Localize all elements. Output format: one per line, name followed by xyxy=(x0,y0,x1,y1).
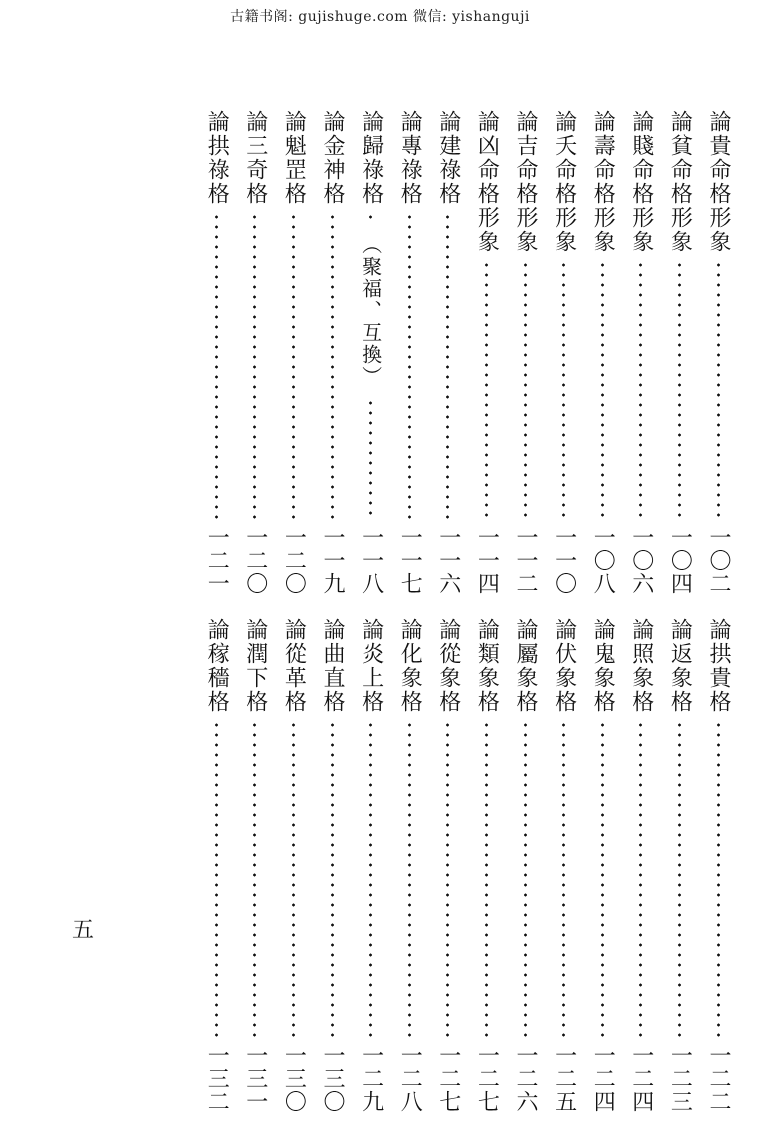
toc-entry-page: 一二七 xyxy=(435,1044,461,1113)
toc-entry-title: 論從象格 xyxy=(435,618,461,714)
toc-entry-title: 論化象格 xyxy=(397,618,423,714)
toc-entry-title: 論吉命格形象 xyxy=(513,110,538,254)
leader-dots xyxy=(639,720,642,1038)
toc-entry xyxy=(582,110,622,595)
toc-entry-title: 論潤下格 xyxy=(242,618,268,714)
toc-entry-page: 一一七 xyxy=(397,526,423,595)
page-number: 五 xyxy=(72,918,95,943)
toc-entry xyxy=(235,110,275,595)
leader-dots xyxy=(215,212,218,520)
toc-entry-title: 論稼穡格 xyxy=(204,618,230,714)
toc-entry-page: 一二九 xyxy=(358,1044,384,1113)
toc-entry-title: 論曲直格 xyxy=(320,618,345,714)
toc-top-block xyxy=(110,110,750,595)
toc-entry-title: 論屬象格 xyxy=(513,618,538,714)
toc-entry xyxy=(659,110,699,595)
toc-entry xyxy=(312,618,352,1113)
toc-entry-page: 一二〇 xyxy=(281,526,307,595)
toc-entry-title: 論魁罡格 xyxy=(281,110,307,206)
toc-entry xyxy=(659,618,699,1113)
toc-entry xyxy=(273,110,313,595)
leader-dots xyxy=(292,720,295,1038)
toc-entry xyxy=(544,110,584,595)
toc-entry xyxy=(389,618,429,1113)
leader-dots xyxy=(562,260,565,520)
leader-dots xyxy=(446,720,449,1038)
toc-entry-page: 一〇六 xyxy=(628,526,654,595)
toc-entry-page: 一二〇 xyxy=(242,526,268,595)
leader-dots xyxy=(408,720,411,1038)
leader-dots xyxy=(408,212,411,520)
toc-entry xyxy=(582,618,622,1113)
leader-dots xyxy=(562,720,565,1038)
toc-entry-note: （聚福、互換） xyxy=(358,234,383,388)
toc-entry-page: 一二二 xyxy=(706,1044,731,1113)
toc-entry-title: 論炎上格 xyxy=(358,618,384,714)
toc-entry-page: 一〇四 xyxy=(667,526,693,595)
toc-entry xyxy=(544,618,584,1113)
toc-bottom-block xyxy=(110,618,750,1113)
toc-entry xyxy=(698,618,738,1113)
leader-dots xyxy=(717,260,720,520)
toc-entry-title: 論專祿格 xyxy=(397,110,423,206)
toc-entry-title: 論拱祿格 xyxy=(204,110,230,206)
toc-entry xyxy=(505,618,545,1113)
toc-entry-title: 論夭命格形象 xyxy=(551,110,577,254)
toc-entry-page: 一三〇 xyxy=(281,1044,307,1113)
page-header: 古籍书阁: gujishuge.com 微信: yishanguji xyxy=(230,9,530,25)
leader-dots xyxy=(601,260,604,520)
toc-entry-page: 一一九 xyxy=(320,526,345,595)
toc-entry xyxy=(428,618,468,1113)
toc-entry-title: 論從革格 xyxy=(281,618,307,714)
leader-dots xyxy=(253,720,256,1038)
toc-entry xyxy=(196,618,236,1113)
toc-entry xyxy=(351,618,391,1113)
leader-dots xyxy=(524,260,527,520)
toc-entry-title: 論建祿格 xyxy=(435,110,461,206)
leader-dots xyxy=(369,212,372,222)
toc-entry-page: 一二一 xyxy=(204,526,230,595)
toc-entry-page: 一〇二 xyxy=(706,526,731,595)
toc-entry-page: 一二三 xyxy=(667,1044,693,1113)
toc-entry-title: 論賤命格形象 xyxy=(628,110,654,254)
toc-entry-title: 論照象格 xyxy=(628,618,654,714)
toc-entry xyxy=(389,110,429,595)
leader-dots xyxy=(485,720,488,1038)
toc-entry-page: 一一四 xyxy=(474,526,500,595)
toc-entry-page: 一一〇 xyxy=(551,526,577,595)
toc-entry xyxy=(466,110,506,595)
toc-entry-title: 論凶命格形象 xyxy=(474,110,500,254)
toc-entry-page: 一二四 xyxy=(590,1044,616,1113)
toc-entry xyxy=(196,110,236,595)
toc-entry xyxy=(428,110,468,595)
leader-dots xyxy=(601,720,604,1038)
toc-entry-page: 一二七 xyxy=(474,1044,500,1113)
toc-entry xyxy=(698,110,738,595)
toc-entry-title: 論拱貴格 xyxy=(706,618,731,714)
toc-entry-page: 一一八 xyxy=(358,526,384,595)
toc-entry-page: 一三〇 xyxy=(320,1044,345,1113)
toc-entry xyxy=(466,618,506,1113)
leader-dots xyxy=(524,720,527,1038)
toc-entry-title: 論歸祿格 xyxy=(358,110,384,206)
toc-entry xyxy=(621,618,661,1113)
toc-entry-page: 一〇八 xyxy=(590,526,616,595)
leader-dots xyxy=(292,212,295,520)
toc-entry-title: 論壽命格形象 xyxy=(590,110,616,254)
toc-entry-title: 論鬼象格 xyxy=(590,618,616,714)
toc-entry xyxy=(273,618,313,1113)
leader-dots xyxy=(639,260,642,520)
toc-entry-title: 論返象格 xyxy=(667,618,693,714)
toc-entry-page: 一一二 xyxy=(513,526,538,595)
toc-entry xyxy=(505,110,545,595)
leader-dots xyxy=(485,260,488,520)
leader-dots xyxy=(369,398,372,520)
leader-dots xyxy=(215,720,218,1038)
toc-entry-page: 一三二 xyxy=(204,1044,230,1113)
leader-dots xyxy=(253,212,256,520)
leader-dots xyxy=(369,720,372,1038)
leader-dots xyxy=(446,212,449,520)
toc-entry-title: 論伏象格 xyxy=(551,618,577,714)
toc-entry-page: 一二八 xyxy=(397,1044,423,1113)
leader-dots xyxy=(678,720,681,1038)
toc-entry-page: 一二六 xyxy=(513,1044,538,1113)
leader-dots xyxy=(331,720,334,1038)
leader-dots xyxy=(678,260,681,520)
toc-entry-title: 論三奇格 xyxy=(242,110,268,206)
leader-dots xyxy=(331,212,334,520)
toc-entry-title: 論貧命格形象 xyxy=(667,110,693,254)
toc-entry xyxy=(235,618,275,1113)
toc-entry-page: 一一六 xyxy=(435,526,461,595)
toc-entry-page: 一二五 xyxy=(551,1044,577,1113)
toc-entry-page: 一三一 xyxy=(242,1044,268,1113)
toc-entry-title: 論貴命格形象 xyxy=(706,110,731,254)
toc-entry xyxy=(351,110,391,595)
toc-entry-page: 一二四 xyxy=(628,1044,654,1113)
toc-entry xyxy=(312,110,352,595)
toc-entry-title: 論類象格 xyxy=(474,618,500,714)
toc-entry xyxy=(621,110,661,595)
toc-entry-title: 論金神格 xyxy=(320,110,345,206)
leader-dots xyxy=(717,720,720,1038)
